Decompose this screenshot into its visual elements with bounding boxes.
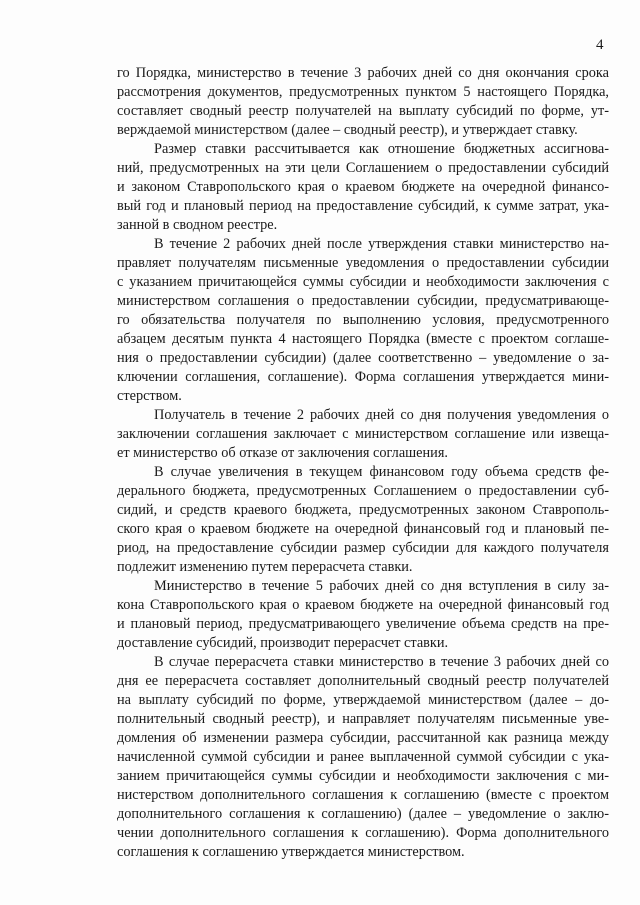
text-line: ет министерство об отказе от заключения соглашения. xyxy=(117,445,448,461)
text-line: и законом Ставропольского края о краевом бюджете на очередной финансо- xyxy=(117,179,609,195)
text-line: министерством соглашения о предоставлении субсидии, предусматривающе- xyxy=(117,293,609,309)
text-line: занной в сводном реестре. xyxy=(117,217,278,233)
text-line: В течение 2 рабочих дней после утверждения ставки министерство на- xyxy=(154,236,609,252)
text-line: чении дополнительного соглашения к соглашению). Форма дополнительного xyxy=(117,825,609,841)
text-line: дополнительного соглашения к соглашению) (далее – уведомление о заклю- xyxy=(117,806,609,822)
text-line: правляет получателям письменные уведомления о предоставлении субсидии xyxy=(117,255,609,271)
text-line: соглашения к соглашению утверждается министерством. xyxy=(117,844,465,860)
text-line: занием причитающейся суммы субсидии и необходимости заключения с ми- xyxy=(117,768,609,784)
text-line: с указанием причитающейся суммы субсидии и необходимости заключения с xyxy=(117,274,609,290)
text-line: го обязательства получателя по выполнению условия, предусмотренного xyxy=(117,312,609,328)
text-line: ний, предусмотренных на эти цели Соглашением о предоставлении субсидий xyxy=(117,160,609,176)
text-line: верждаемой министерством (далее – сводный реестр), и утверждает ставку. xyxy=(117,122,578,138)
text-line: заключении соглашения заключает с министерством соглашение или извеща- xyxy=(117,426,609,442)
text-line: доставление субсидий, производит перерасчет ставки. xyxy=(117,635,449,651)
text-line: подлежит изменению путем перерасчета ставки. xyxy=(117,559,413,575)
text-line: стерством. xyxy=(117,388,182,404)
text-line: Получатель в течение 2 рабочих дней со дня получения уведомления о xyxy=(154,407,609,423)
page-number: 4 xyxy=(596,37,604,53)
text-line: составляет сводный реестр получателей на выплату субсидий по форме, ут- xyxy=(117,103,609,119)
text-line: го Порядка, министерство в течение 3 рабочих дней со дня окончания срока xyxy=(117,65,609,81)
text-line: вый год и плановый период на предоставление субсидий, к сумме затрат, ука- xyxy=(117,198,609,214)
text-line: риод, на предоставление субсидии размер субсидии для каждого получателя xyxy=(117,540,609,556)
text-line: нистерством дополнительного соглашения к соглашению (вместе с проектом xyxy=(117,787,609,803)
text-line: Министерство в течение 5 рабочих дней со дня вступления в силу за- xyxy=(154,578,609,594)
text-line: дерального бюджета, предусмотренных Соглашением о предоставлении суб- xyxy=(117,483,609,499)
text-line: В случае увеличения в текущем финансовом году объема средств фе- xyxy=(154,464,609,480)
text-line: начисленной суммой субсидии и ранее выплаченной суммой субсидии с ука- xyxy=(117,749,609,765)
text-line: ского края о краевом бюджете на очередной финансовый год и плановый пе- xyxy=(117,521,609,537)
text-line: ключении соглашения, соглашение). Форма соглашения утверждается мини- xyxy=(117,369,609,385)
text-line: кона Ставропольского края о краевом бюджете на очередной финансовый год xyxy=(117,597,609,613)
text-line: на выплату субсидий по форме, утверждаемой министерством (далее – до- xyxy=(117,692,609,708)
text-line: Размер ставки рассчитывается как отношение бюджетных ассигнова- xyxy=(154,141,609,157)
text-line: рассмотрения документов, предусмотренных пунктом 5 настоящего Порядка, xyxy=(117,84,609,100)
text-line: полнительный сводный реестр), и направляет получателям письменные уве- xyxy=(117,711,609,727)
text-line: сидий, и средств краевого бюджета, предусмотренных законом Ставрополь- xyxy=(117,502,609,518)
text-line: дня ее перерасчета составляет дополнительный сводный реестр получателей xyxy=(117,673,609,689)
text-line: В случае перерасчета ставки министерство в течение 3 рабочих дней со xyxy=(154,654,609,670)
text-line: абзацем десятым пункта 4 настоящего Порядка (вместе с проектом соглаше- xyxy=(117,331,609,347)
text-line: и плановый период, предусматривающего увеличение объема средств на пре- xyxy=(117,616,609,632)
text-line: домления об изменении размера субсидии, рассчитанной как разница между xyxy=(117,730,609,746)
text-line: ния о предоставлении субсидии) (далее соответственно – уведомление о за- xyxy=(117,350,609,366)
